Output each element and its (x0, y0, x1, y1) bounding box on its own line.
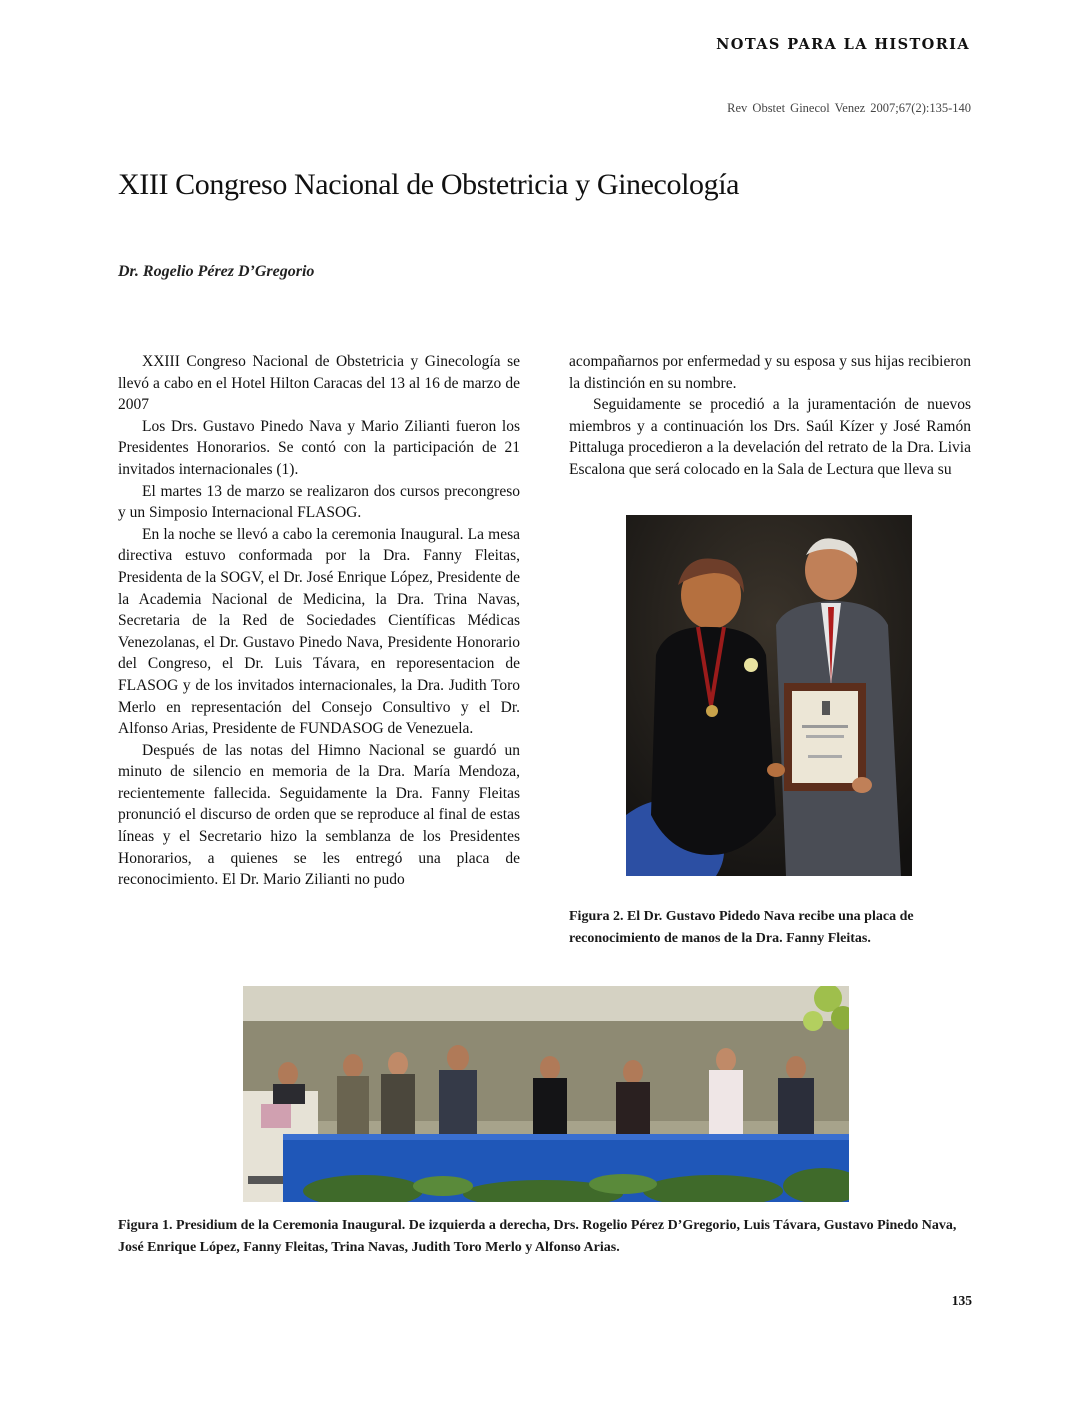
page-number: 135 (951, 1293, 972, 1308)
journal-citation: Rev Obstet Ginecol Venez 2007;67(2):135-140 (727, 101, 971, 115)
paragraph: Después de las notas del Himno Nacional se guardó un minuto de silencio en memoria de la Dra. María Mendoza, recientemente fallecida. Seguidamente la Dra. Fanny Fleitas pronunció el discurso de orden que se reproduce al final de estas líneas y el Secretario hizo la semblanza de los Presidentes Honorarios, a quienes se les entregó una placa de reconocimiento. El Dr. Mario Zilianti no pudo (118, 741, 520, 889)
paragraph: En la noche se llevó a cabo la ceremonia Inaugural. La mesa directiva estuvo conformada por la Dra. Fanny Fleitas, Presidenta de la SOGV, el Dr. José Enrique López, Presidente de la Academia Nacional de Medicina, la Dra. Trina Navas, Secretaria de la Red de Sociedades Científicas Médicas Venezolanas, el Dr. Gustavo Pinedo Nava, Presidente Honorario del Congreso, el Dr. Luis Távara, en reporesentacion de FLASOG y de los invitados internacionales, la Dra. Judith Toro Merlo en representación del Consejo Consultivo y el Dr. Alfonso Arias, Presidente de FUNDASOG de Venezuela. (118, 525, 520, 738)
figure-2-illustration (626, 515, 912, 876)
section-header: NOTAS PARA LA HISTORIA (716, 36, 970, 53)
body-left-column (118, 351, 520, 891)
figure-2-caption: Figura 2. El Dr. Gustavo Pidedo Nava recibe una placa de reconocimiento de manos de la Dra. Fanny Fleitas. (569, 909, 914, 946)
figure-1-caption: Figura 1. Presidium de la Ceremonia Inaugural. De izquierda a derecha, Drs. Rogelio Pérez D’Gregorio, Luis Távara, Gustavo Pinedo Nava, José Enrique López, Fanny Fleitas, Trina Navas, Judith Toro Merlo y Alfonso Arias. (118, 1218, 957, 1255)
article-title: XIII Congreso Nacional de Obstetricia y Ginecología (118, 168, 740, 201)
paragraph: Los Drs. Gustavo Pinedo Nava y Mario Zilianti fueron los Presidentes Honorarios. Se contó con la participación de 21 invitados internacionales (1). (118, 417, 520, 478)
paragraph: XXIII Congreso Nacional de Obstetricia y Ginecología se llevó a cabo en el Hotel Hilton Caracas del 13 al 16 de marzo de 2007 (118, 353, 520, 414)
figure-2-photo (626, 515, 912, 876)
paragraph: El martes 13 de marzo se realizaron dos cursos precongreso y un Simposio Internacional FLASOG. (118, 482, 520, 522)
paragraph-continuation: acompañarnos por enfermedad y su esposa y sus hijas recibieron la distinción en su nombre. (569, 353, 971, 392)
paragraph: Seguidamente se procedió a la juramentación de nuevos miembros y a continuación los Drs. Saúl Kízer y José Ramón Pittaluga procedieron a la develación del retrato de la Dra. Livia Escalona que será colocado en la Sala de Lectura que lleva su (569, 396, 971, 478)
article-author: Dr. Rogelio Pérez D’Gregorio (118, 263, 315, 280)
figure-1-photo (243, 986, 849, 1202)
figure-1-illustration (243, 986, 849, 1202)
body-right-column (569, 351, 971, 481)
